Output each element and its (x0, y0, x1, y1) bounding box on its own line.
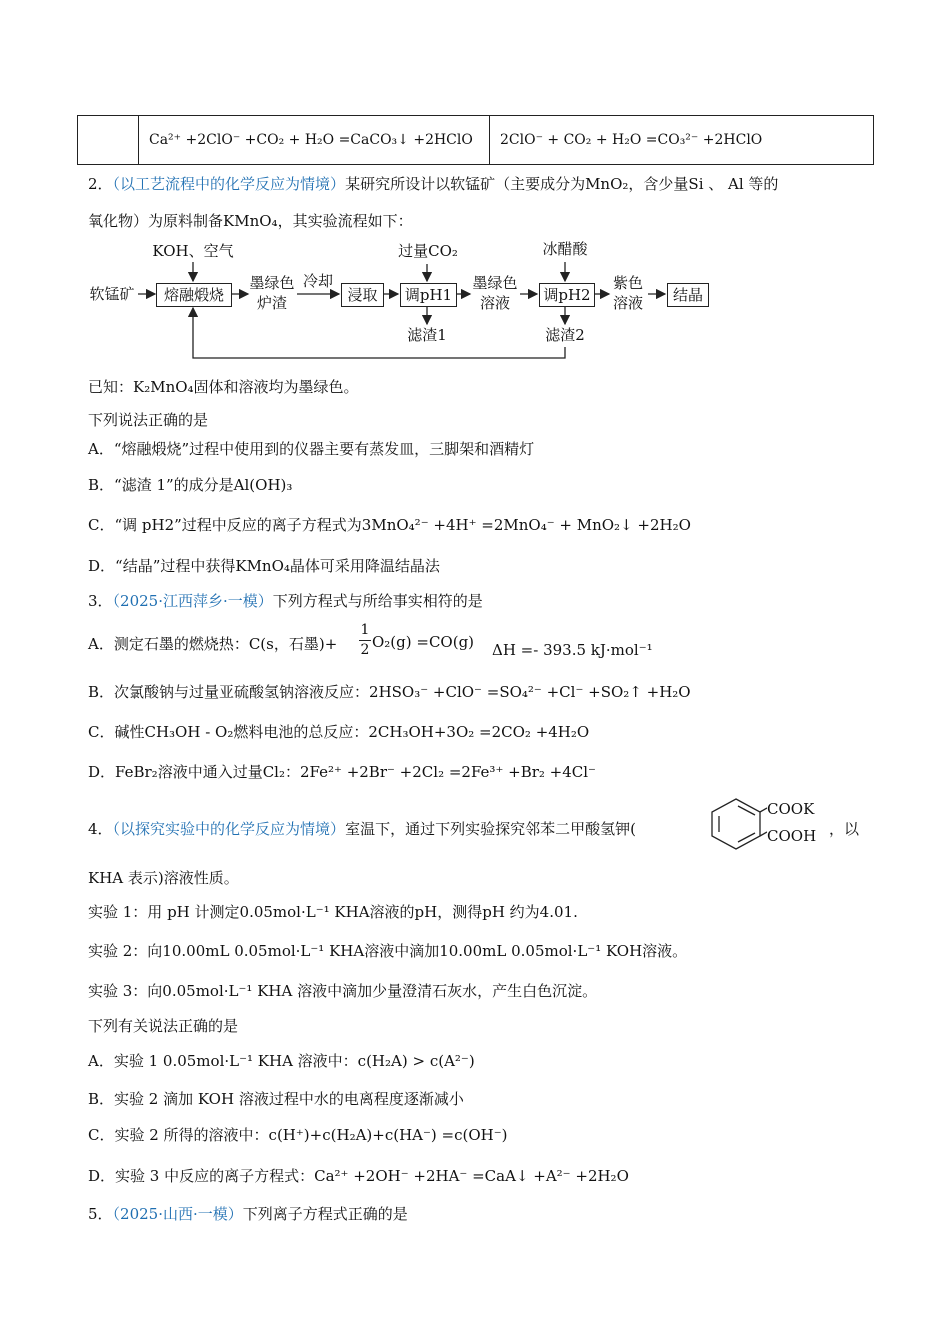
q2-kmno4: KMnO₄ (223, 212, 278, 230)
flow-residue-2: 滤渣2 (545, 326, 585, 344)
q2-option-d: D．“结晶”过程中获得KMnO₄晶体可采用降温结晶法 (88, 557, 440, 575)
q4-line-1 (88, 818, 636, 839)
q2-option-b: B．“滤渣 1”的成分是Al(OH)₃ (88, 476, 293, 494)
flow-box-roast: 熔融煅烧 (156, 283, 232, 307)
table-cell-co3: 2ClO⁻ + CO₂ + H₂O =CO₃²⁻ +2HClO (490, 116, 874, 165)
q3-option-c: C．碱性CH₃OH - O₂燃料电池的总反应：2CH₃OH+3O₂ =2CO₂ +4H₂O (88, 723, 590, 741)
q4-stem-3: KHA 表示)溶液性质。 (88, 869, 239, 887)
q4-option-d: D．实验 3 中反应的离子方程式：Ca²⁺ +2OH⁻ +2HA⁻ =CaA↓ +A²⁻ +2H₂O (88, 1167, 629, 1185)
table-cell-caco3: Ca²⁺ +2ClO⁻ +CO₂ + H₂O =CaCO₃↓ +2HClO (139, 116, 490, 165)
struct-cook: COOK (767, 800, 815, 818)
flow-box-ph1: 调pH1 (400, 283, 457, 307)
q4-tag: （以探究实验中的化学反应为情境） (112, 820, 346, 838)
q3-option-b: B．次氯酸钠与过量亚硫酸氢钠溶液反应：2HSO₃⁻ +ClO⁻ =SO₄²⁻ +Cl⁻ +SO₂↑ +H₂O (88, 683, 691, 701)
flow-mid-2a: 墨绿色 (472, 274, 518, 292)
flow-reagent-co2: 过量CO₂ (398, 242, 458, 260)
q2-tag: （以工艺流程中的化学反应为情境） (112, 175, 346, 193)
q5-line (88, 1203, 408, 1224)
q4-exp-1: 实验 1：用 pH 计测定0.05mol·L⁻¹ KHA溶液的pH，测得pH 约为4.01. (88, 903, 578, 921)
q2-option-c: C．“调 pH2”过程中反应的离子方程式为3MnO₄²⁻ +4H⁺ =2MnO₄⁻ + MnO₂↓ +2H₂O (88, 516, 691, 534)
q5-stem: 下列离子方程式正确的是 (242, 1205, 408, 1223)
q4-option-c: C．实验 2 所得的溶液中：c(H⁺)+c(H₂A)+c(HA⁻) =c(OH⁻) (88, 1126, 508, 1144)
flow-cool: 冷却 (302, 272, 333, 290)
q3-fraction-num: 1 (360, 622, 370, 638)
q3-option-a-pre: A．测定石墨的燃烧热：C(s，石墨)+ (88, 635, 338, 653)
q2-ask: 下列说法正确的是 (88, 411, 209, 429)
q3-fraction (359, 621, 371, 660)
flow-box-crystal: 结晶 (667, 283, 709, 307)
flow-mid-3a: 紫色 (612, 274, 643, 292)
q2-stem-1: 某研究所设计以软锰矿（主要成分为 (345, 175, 586, 193)
flow-reagent-koh: KOH、空气 (152, 242, 234, 260)
q3-option-d: D．FeBr₂溶液中通入过量Cl₂：2Fe²⁺ +2Br⁻ +2Cl₂ =2Fe³⁺ +Br₂ +4Cl⁻ (88, 763, 596, 781)
q4-stem-1: 室温下，通过下列实验探究邻苯二甲酸氢钾( (345, 820, 636, 838)
q4-number: 4． (88, 820, 113, 838)
flow-arrows (0, 0, 950, 370)
flow-mid-3b: 溶液 (612, 294, 643, 312)
q2-known: 已知：K₂MnO₄固体和溶液均为墨绿色。 (88, 378, 359, 396)
q5-tag: （2025·山西·一模） (112, 1205, 243, 1223)
q3-option-a-post: O₂(g) =CO(g) (372, 633, 475, 651)
flow-mid-1b: 炉渣 (256, 294, 287, 312)
flow-mid-2b: 溶液 (479, 294, 510, 312)
q2-stem-2: ，含少量Si 、 Al 等的 (628, 175, 779, 193)
q3-option-a-dh: ΔH =- 393.5 kJ·mol⁻¹ (492, 641, 653, 659)
struct-cooh: COOH (767, 827, 817, 845)
q3-option-a (88, 633, 337, 654)
q4-option-b: B．实验 2 滴加 KOH 溶液过程中水的电离程度逐渐减小 (88, 1090, 464, 1108)
flow-start: 软锰矿 (89, 285, 135, 303)
flow-box-ph2: 调pH2 (539, 283, 595, 307)
q3-number: 3． (88, 592, 113, 610)
q4-option-a: A．实验 1 0.05mol·L⁻¹ KHA 溶液中：c(H₂A) > c(A²⁻) (88, 1052, 475, 1070)
flow-box-leach: 浸取 (341, 283, 384, 307)
flow-reagent-acetic: 冰醋酸 (542, 240, 588, 258)
q2-stem-3: 氧化物）为原料制备 (88, 212, 224, 230)
q3-stem-line (88, 590, 483, 611)
flow-residue-1: 滤渣1 (407, 326, 447, 344)
q4-stem-2: ，以 (829, 820, 860, 838)
q3-stem: 下列方程式与所给事实相符的是 (272, 592, 483, 610)
q2-stem-4: ，其实验流程如下： (277, 212, 413, 230)
q2-mno2: MnO₂ (585, 175, 629, 193)
q4-exp-2: 实验 2：向10.00mL 0.05mol·L⁻¹ KHA溶液中滴加10.00mL 0.05mol·L⁻¹ KOH溶液。 (88, 942, 688, 960)
q4-exp-3: 实验 3：向0.05mol·L⁻¹ KHA 溶液中滴加少量澄清石灰水，产生白色沉淀。 (88, 982, 598, 1000)
flow-mid-1a: 墨绿色 (249, 274, 295, 292)
q2-number: 2． (88, 175, 113, 193)
q3-fraction-den: 2 (360, 642, 370, 658)
q4-ask: 下列有关说法正确的是 (88, 1017, 239, 1035)
q5-number: 5． (88, 1205, 113, 1223)
q3-tag: （2025·江西萍乡·一模） (112, 592, 273, 610)
phthalate-structure-icon (705, 796, 767, 852)
q2-option-a: A．“熔融煅烧”过程中使用到的仪器主要有蒸发皿，三脚架和酒精灯 (88, 440, 535, 458)
